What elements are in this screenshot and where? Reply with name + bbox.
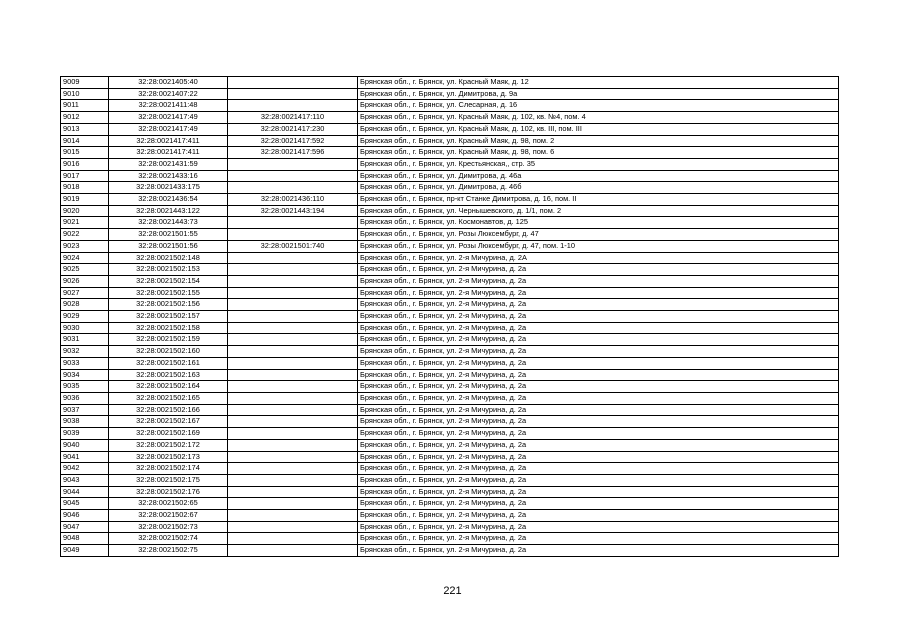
cadastral-number-cell: 32:28:0021443:73 [109,217,228,229]
row-number-cell: 9018 [61,182,109,194]
row-number-cell: 9033 [61,357,109,369]
cadastral-number-cell: 32:28:0021502:173 [109,451,228,463]
cadastral-number-cell: 32:28:0021501:56 [109,240,228,252]
address-cell: Брянская обл., г. Брянск, ул. 2-я Мичурина, д. 2а [358,428,839,440]
premises-number-cell [228,100,358,112]
premises-number-cell [228,357,358,369]
cadastral-number-cell: 32:28:0021502:159 [109,334,228,346]
address-cell: Брянская обл., г. Брянск, ул. 2-я Мичурина, д. 2а [358,357,839,369]
premises-number-cell [228,252,358,264]
address-cell: Брянская обл., г. Брянск, ул. Космонавтов, д. 125 [358,217,839,229]
table-row [61,311,839,323]
address-cell: Брянская обл., г. Брянск, ул. 2-я Мичурина, д. 2а [358,474,839,486]
row-number-cell: 9034 [61,369,109,381]
table-row [61,521,839,533]
cadastral-number-cell: 32:28:0021502:153 [109,264,228,276]
row-number-cell: 9049 [61,545,109,557]
cadastral-number-cell: 32:28:0021431:59 [109,158,228,170]
row-number-cell: 9043 [61,474,109,486]
table-row [61,463,839,475]
row-number-cell: 9017 [61,170,109,182]
address-cell: Брянская обл., г. Брянск, ул. 2-я Мичурина, д. 2а [358,533,839,545]
table-row [61,252,839,264]
row-number-cell: 9013 [61,123,109,135]
row-number-cell: 9022 [61,229,109,241]
row-number-cell: 9037 [61,404,109,416]
address-cell: Брянская обл., г. Брянск, ул. 2-я Мичурина, д. 2а [358,498,839,510]
premises-number-cell [228,88,358,100]
table-row [61,299,839,311]
address-cell: Брянская обл., г. Брянск, ул. Розы Люксембург, д. 47, пом. 1-10 [358,240,839,252]
row-number-cell: 9016 [61,158,109,170]
row-number-cell: 9012 [61,112,109,124]
address-cell: Брянская обл., г. Брянск, ул. Димитрова, д. 9а [358,88,839,100]
row-number-cell: 9029 [61,311,109,323]
row-number-cell: 9023 [61,240,109,252]
premises-number-cell: 32:28:0021417:596 [228,147,358,159]
table-row [61,217,839,229]
page-number: 221 [443,585,462,597]
table-row [61,100,839,112]
table-row [61,404,839,416]
address-cell: Брянская обл., г. Брянск, ул. 2-я Мичурина, д. 2а [358,451,839,463]
address-cell: Брянская обл., г. Брянск, ул. Чернышевского, д. 1/1, пом. 2 [358,205,839,217]
cadastral-number-cell: 32:28:0021502:169 [109,428,228,440]
address-cell: Брянская обл., г. Брянск, ул. 2-я Мичурина, д. 2а [358,545,839,557]
premises-number-cell [228,428,358,440]
address-cell: Брянская обл., г. Брянск, ул. 2-я Мичурина, д. 2а [358,264,839,276]
table-row [61,474,839,486]
premises-number-cell [228,264,358,276]
cadastral-number-cell: 32:28:0021502:161 [109,357,228,369]
premises-number-cell [228,510,358,522]
table-row [61,381,839,393]
table-row [61,205,839,217]
premises-number-cell [228,381,358,393]
premises-number-cell [228,463,358,475]
cadastral-number-cell: 32:28:0021502:164 [109,381,228,393]
register-table [60,76,839,557]
cadastral-number-cell: 32:28:0021502:175 [109,474,228,486]
premises-number-cell: 32:28:0021436:110 [228,194,358,206]
premises-number-cell [228,170,358,182]
table-row [61,88,839,100]
cadastral-number-cell: 32:28:0021501:55 [109,229,228,241]
address-cell: Брянская обл., г. Брянск, ул. Красный Маяк, д. 98, пом. 6 [358,147,839,159]
row-number-cell: 9044 [61,486,109,498]
row-number-cell: 9036 [61,392,109,404]
cadastral-number-cell: 32:28:0021502:165 [109,392,228,404]
premises-number-cell: 32:28:0021501:740 [228,240,358,252]
cadastral-number-cell: 32:28:0021407:22 [109,88,228,100]
row-number-cell: 9026 [61,275,109,287]
address-cell: Брянская обл., г. Брянск, ул. 2-я Мичурина, д. 2а [358,346,839,358]
cadastral-number-cell: 32:28:0021502:158 [109,322,228,334]
address-cell: Брянская обл., г. Брянск, ул. Крестьянская,, стр. 35 [358,158,839,170]
row-number-cell: 9027 [61,287,109,299]
table-row [61,112,839,124]
table-row [61,451,839,463]
address-cell: Брянская обл., г. Брянск, пр-кт Станке Димитрова, д. 16, пом. II [358,194,839,206]
address-cell: Брянская обл., г. Брянск, ул. Димитрова, д. 46б [358,182,839,194]
premises-number-cell [228,311,358,323]
row-number-cell: 9045 [61,498,109,510]
table-row [61,194,839,206]
cadastral-number-cell: 32:28:0021502:172 [109,439,228,451]
address-cell: Брянская обл., г. Брянск, ул. 2-я Мичурина, д. 2а [358,392,839,404]
table-row [61,77,839,89]
row-number-cell: 9038 [61,416,109,428]
cadastral-number-cell: 32:28:0021417:411 [109,147,228,159]
table-row [61,135,839,147]
table-row [61,416,839,428]
premises-number-cell: 32:28:0021443:194 [228,205,358,217]
address-cell: Брянская обл., г. Брянск, ул. 2-я Мичурина, д. 2а [358,311,839,323]
cadastral-number-cell: 32:28:0021502:155 [109,287,228,299]
premises-number-cell [228,346,358,358]
address-cell: Брянская обл., г. Брянск, ул. 2-я Мичурина, д. 2а [358,416,839,428]
table-row [61,229,839,241]
cadastral-number-cell: 32:28:0021417:411 [109,135,228,147]
premises-number-cell [228,521,358,533]
cadastral-number-cell: 32:28:0021436:54 [109,194,228,206]
cadastral-number-cell: 32:28:0021417:49 [109,123,228,135]
premises-number-cell [228,486,358,498]
table-row [61,428,839,440]
table-row [61,346,839,358]
cadastral-number-cell: 32:28:0021405:40 [109,77,228,89]
row-number-cell: 9011 [61,100,109,112]
cadastral-number-cell: 32:28:0021502:174 [109,463,228,475]
table-row [61,369,839,381]
table-row [61,533,839,545]
table-row [61,392,839,404]
cadastral-number-cell: 32:28:0021433:16 [109,170,228,182]
row-number-cell: 9009 [61,77,109,89]
address-cell: Брянская обл., г. Брянск, ул. 2-я Мичурина, д. 2А [358,252,839,264]
table-row [61,486,839,498]
address-cell: Брянская обл., г. Брянск, ул. 2-я Мичурина, д. 2а [358,334,839,346]
premises-number-cell [228,334,358,346]
cadastral-number-cell: 32:28:0021417:49 [109,112,228,124]
cadastral-number-cell: 32:28:0021502:73 [109,521,228,533]
premises-number-cell [228,299,358,311]
table-row [61,439,839,451]
premises-number-cell [228,369,358,381]
address-cell: Брянская обл., г. Брянск, ул. Слесарная, д. 16 [358,100,839,112]
cadastral-number-cell: 32:28:0021502:74 [109,533,228,545]
address-cell: Брянская обл., г. Брянск, ул. 2-я Мичурина, д. 2а [358,381,839,393]
address-cell: Брянская обл., г. Брянск, ул. Красный Маяк, д. 12 [358,77,839,89]
row-number-cell: 9042 [61,463,109,475]
address-cell: Брянская обл., г. Брянск, ул. 2-я Мичурина, д. 2а [358,275,839,287]
premises-number-cell [228,451,358,463]
premises-number-cell [228,533,358,545]
table-row [61,158,839,170]
address-cell: Брянская обл., г. Брянск, ул. Розы Люксембург, д. 47 [358,229,839,241]
cadastral-number-cell: 32:28:0021502:156 [109,299,228,311]
address-cell: Брянская обл., г. Брянск, ул. 2-я Мичурина, д. 2а [358,322,839,334]
premises-number-cell [228,158,358,170]
address-cell: Брянская обл., г. Брянск, ул. Красный Маяк, д. 102, кв. №4, пом. 4 [358,112,839,124]
cadastral-number-cell: 32:28:0021502:176 [109,486,228,498]
premises-number-cell [228,322,358,334]
row-number-cell: 9020 [61,205,109,217]
row-number-cell: 9024 [61,252,109,264]
premises-number-cell [228,287,358,299]
row-number-cell: 9025 [61,264,109,276]
address-cell: Брянская обл., г. Брянск, ул. 2-я Мичурина, д. 2а [358,299,839,311]
address-cell: Брянская обл., г. Брянск, ул. Димитрова, д. 46а [358,170,839,182]
row-number-cell: 9030 [61,322,109,334]
table-row [61,182,839,194]
premises-number-cell: 32:28:0021417:110 [228,112,358,124]
premises-number-cell [228,392,358,404]
premises-number-cell: 32:28:0021417:592 [228,135,358,147]
cadastral-number-cell: 32:28:0021502:154 [109,275,228,287]
row-number-cell: 9039 [61,428,109,440]
table-row [61,123,839,135]
premises-number-cell [228,416,358,428]
premises-number-cell [228,404,358,416]
cadastral-number-cell: 32:28:0021433:175 [109,182,228,194]
table-row [61,170,839,182]
cadastral-number-cell: 32:28:0021502:148 [109,252,228,264]
row-number-cell: 9031 [61,334,109,346]
cadastral-number-cell: 32:28:0021502:163 [109,369,228,381]
cadastral-number-cell: 32:28:0021502:157 [109,311,228,323]
row-number-cell: 9035 [61,381,109,393]
premises-number-cell [228,182,358,194]
premises-number-cell [228,474,358,486]
table-row [61,498,839,510]
address-cell: Брянская обл., г. Брянск, ул. 2-я Мичурина, д. 2а [358,521,839,533]
premises-number-cell [228,77,358,89]
cadastral-number-cell: 32:28:0021502:75 [109,545,228,557]
table-row [61,322,839,334]
cadastral-number-cell: 32:28:0021502:167 [109,416,228,428]
cadastral-number-cell: 32:28:0021502:166 [109,404,228,416]
premises-number-cell [228,217,358,229]
row-number-cell: 9032 [61,346,109,358]
row-number-cell: 9046 [61,510,109,522]
table-row [61,545,839,557]
premises-number-cell [228,439,358,451]
row-number-cell: 9047 [61,521,109,533]
table-row [61,334,839,346]
table-row [61,240,839,252]
premises-number-cell: 32:28:0021417:230 [228,123,358,135]
address-cell: Брянская обл., г. Брянск, ул. 2-я Мичурина, д. 2а [358,486,839,498]
cadastral-number-cell: 32:28:0021411:48 [109,100,228,112]
row-number-cell: 9021 [61,217,109,229]
row-number-cell: 9019 [61,194,109,206]
table-row [61,264,839,276]
table-row [61,275,839,287]
premises-number-cell [228,229,358,241]
row-number-cell: 9048 [61,533,109,545]
row-number-cell: 9040 [61,439,109,451]
cadastral-number-cell: 32:28:0021502:65 [109,498,228,510]
cadastral-number-cell: 32:28:0021502:67 [109,510,228,522]
address-cell: Брянская обл., г. Брянск, ул. 2-я Мичурина, д. 2а [358,439,839,451]
address-cell: Брянская обл., г. Брянск, ул. 2-я Мичурина, д. 2а [358,404,839,416]
table-row [61,287,839,299]
cadastral-number-cell: 32:28:0021502:160 [109,346,228,358]
row-number-cell: 9015 [61,147,109,159]
row-number-cell: 9041 [61,451,109,463]
address-cell: Брянская обл., г. Брянск, ул. Красный Маяк, д. 102, кв. III, пом. III [358,123,839,135]
row-number-cell: 9010 [61,88,109,100]
row-number-cell: 9014 [61,135,109,147]
address-cell: Брянская обл., г. Брянск, ул. Красный Маяк, д. 98, пом. 2 [358,135,839,147]
address-cell: Брянская обл., г. Брянск, ул. 2-я Мичурина, д. 2а [358,510,839,522]
table-row [61,357,839,369]
address-cell: Брянская обл., г. Брянск, ул. 2-я Мичурина, д. 2а [358,463,839,475]
table-row [61,147,839,159]
table-row [61,510,839,522]
premises-number-cell [228,498,358,510]
cadastral-number-cell: 32:28:0021443:122 [109,205,228,217]
premises-number-cell [228,275,358,287]
address-cell: Брянская обл., г. Брянск, ул. 2-я Мичурина, д. 2а [358,287,839,299]
address-cell: Брянская обл., г. Брянск, ул. 2-я Мичурина, д. 2а [358,369,839,381]
row-number-cell: 9028 [61,299,109,311]
register-table-body [61,77,839,557]
premises-number-cell [228,545,358,557]
